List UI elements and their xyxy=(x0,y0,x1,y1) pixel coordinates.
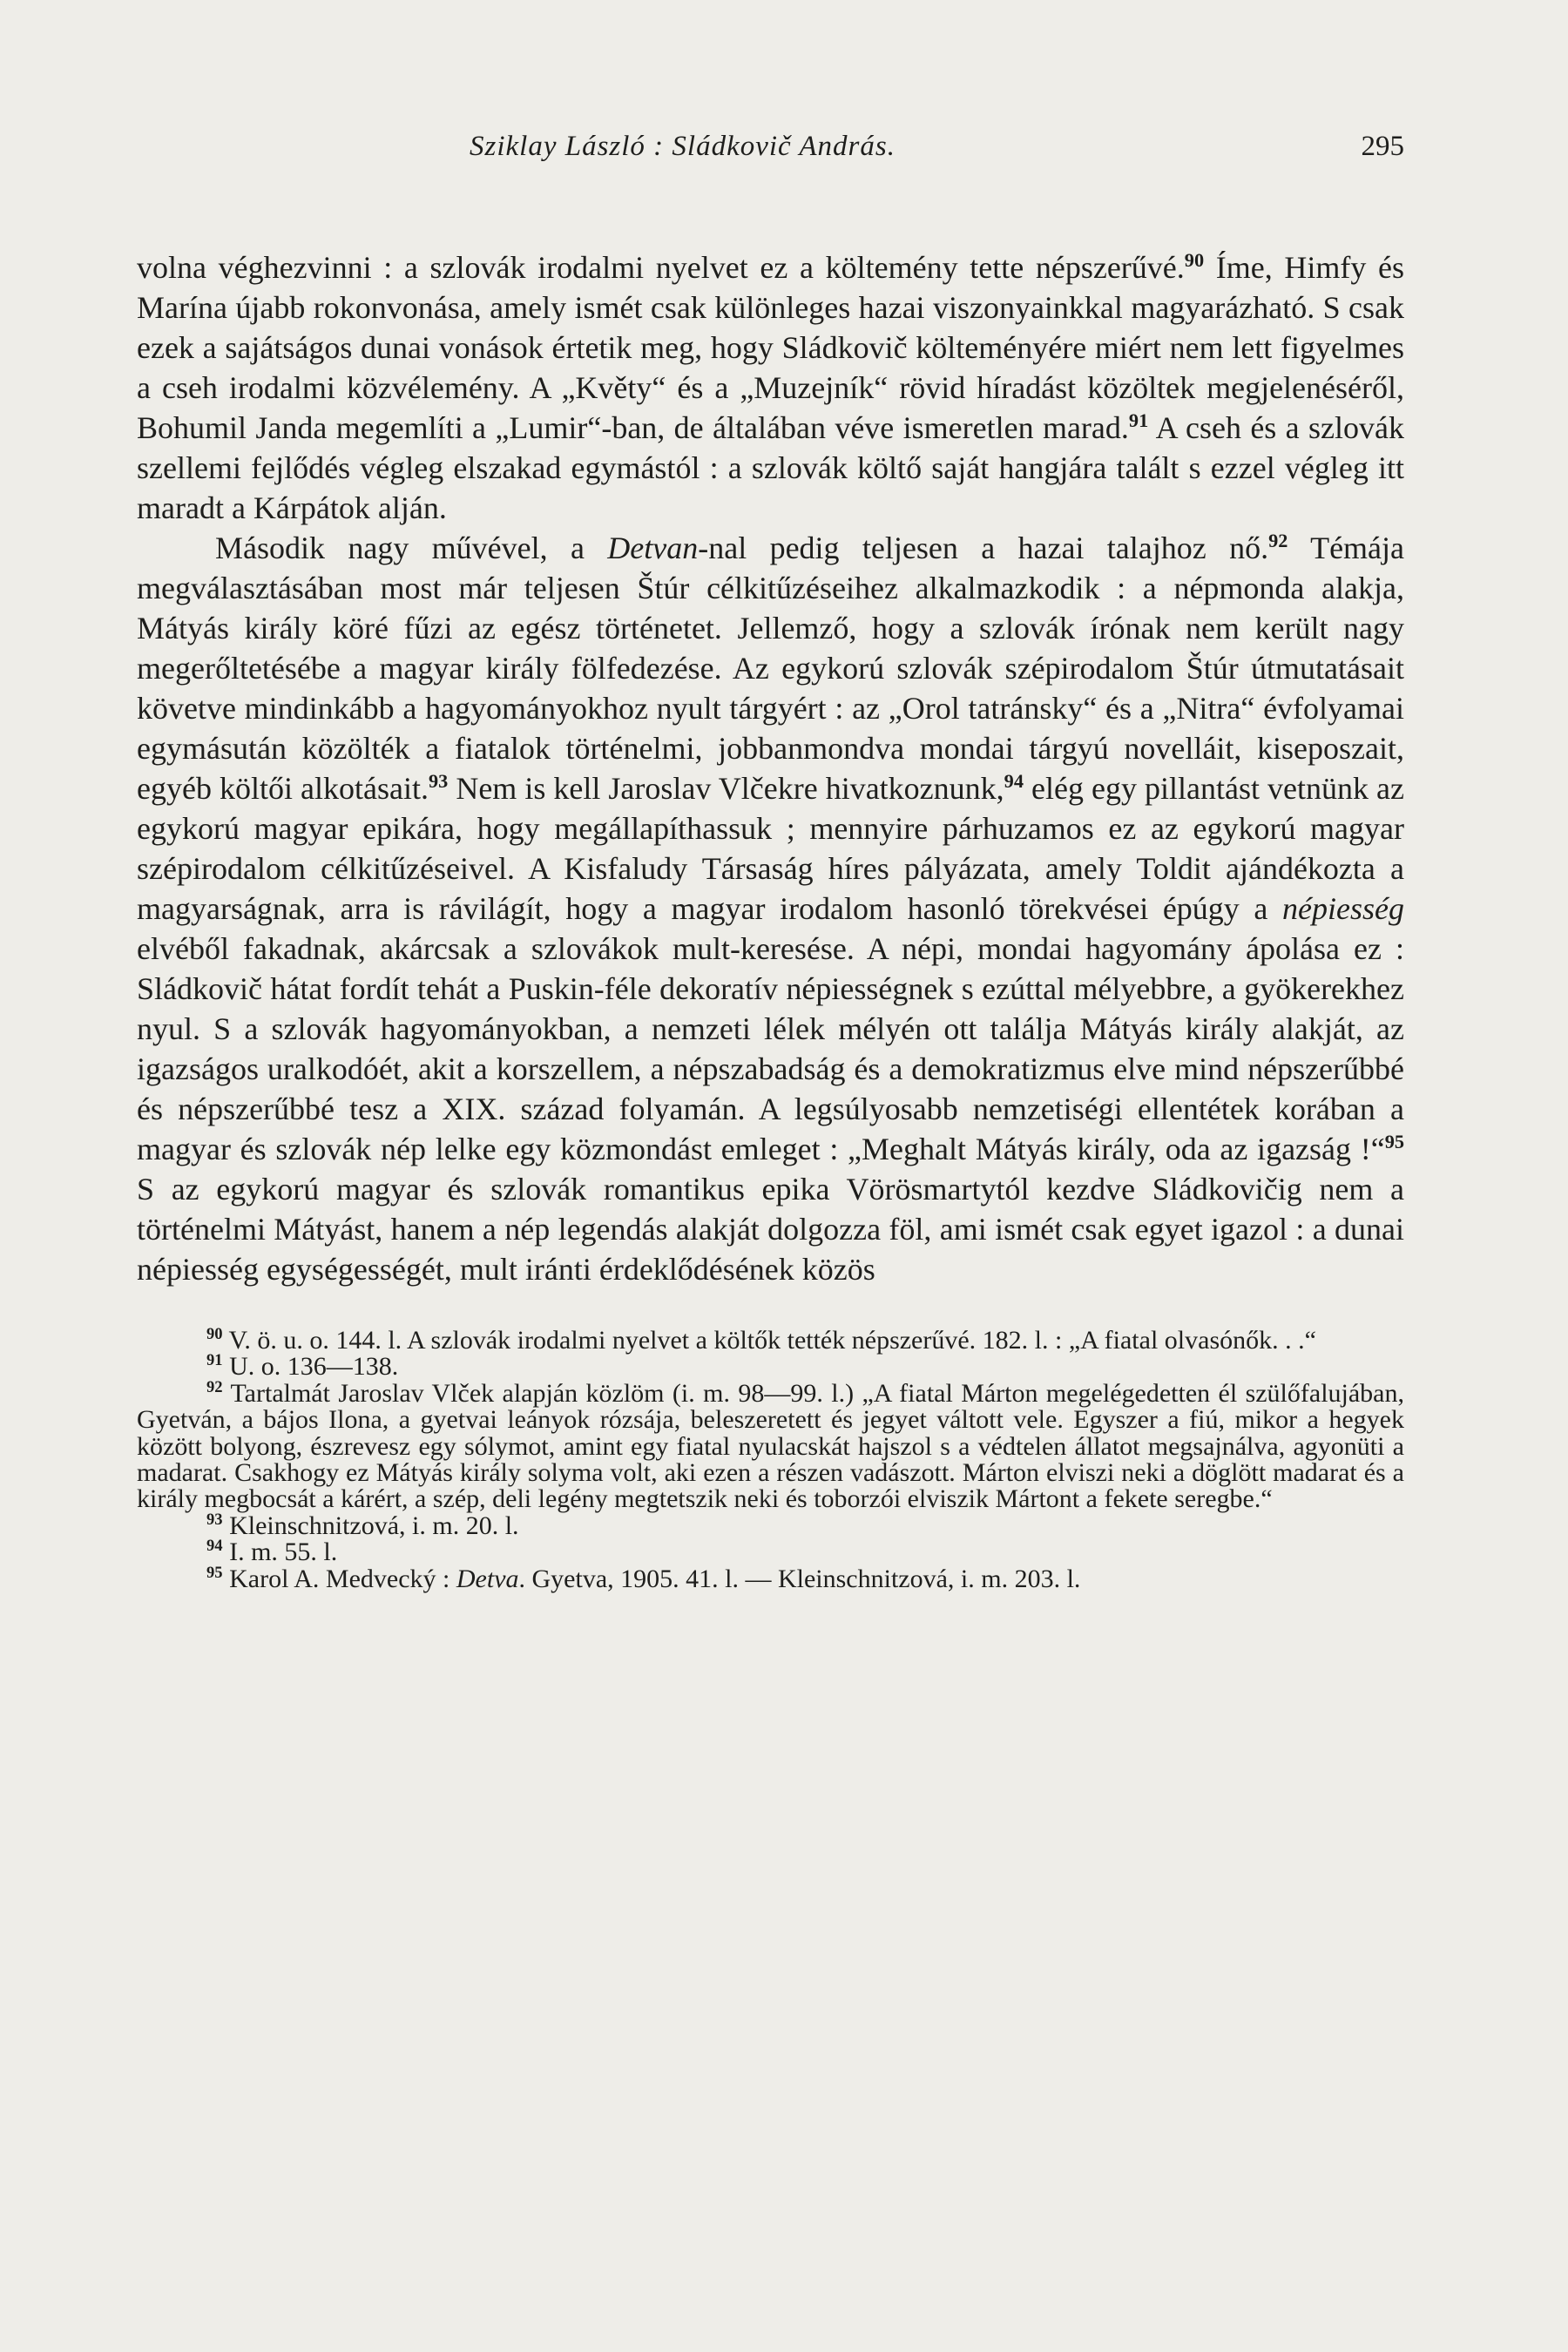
running-title: Sziklay László : Sládkovič András. xyxy=(470,131,896,162)
footnote-95-number: 95 xyxy=(206,1563,223,1582)
paragraph-1-text-2: Íme, Himfy és Marína újabb rokonvonása, amely ismét csak különleges hazai viszonyainkkal magyarázható. S csak ezek a sajátságos dunai vonások értetik meg, hogy Sládkovič költeményére miért nem lett figyelmes a cseh irodalmi közvélemény. A „Květy“ és a „Muzejník“ rövid híradást közöltek megjelenéséről, Bohumil Janda megemlíti a „Lumir“-ban, de általában véve ismeretlen marad. xyxy=(137,250,1404,445)
footnote-91-text: U. o. 136—138. xyxy=(222,1352,399,1382)
running-head xyxy=(137,122,1404,174)
paragraph-2-italic-nepiesseg: népiesség xyxy=(1282,891,1404,926)
paragraph-2-text-3: Témája megválasztásában most már teljesen Štúr célkitűzéseihez alkalmazkodik : a népmonda alakja, Mátyás király köré fűzi az egész történetet. Jellemző, hogy a szlovák írónak nem került nagy megerőltetésébe a magyar király fölfedezése. Az egykorú szlovák szépirodalom Štúr útmutatásait követve mindinkább a hagyományokhoz nyult tárgyért : az „Orol tatránsky“ és a „Nitra“ évfolyamai egymásután közölték a fiatalok történelmi, jobbanmondva mondai tárgyú novelláit, kiseposzait, egyéb költői alkotásait. xyxy=(137,531,1404,806)
footnote-92-text: Tartalmát Jaroslav Vlček alapján közlöm (i. m. 98—99. l.) „A fiatal Márton megelégedetten él szülőfalujában, Gyetván, a bájos Ilona, a gyetvai leányok rózsája, beleszeretett és jegyet váltott vele. Egyszer a fiú, mikor a hegyek között bolyong, észrevesz egy sólymot, amint egy fiatal nyulacskát hajszol s a védtelen állatot megsajnálva, agyonüti a madarat. Csakhogy ez Mátyás király solyma volt, aki ezen a részen vadászott. Márton elviszi neki a döglött madarat és a király megbocsát a kárért, a szép, deli legény megtetszik neki és toborzói elviszik Mártont a fekete seregbe.“ xyxy=(137,1378,1404,1514)
footnote-95-italic-detva: Detva xyxy=(456,1564,519,1593)
footnote-91 xyxy=(137,1351,1404,1382)
footnote-ref-94: 94 xyxy=(1004,770,1024,792)
footnote-95 xyxy=(137,1563,1404,1593)
paragraph-2-text-1: Második nagy művével, a xyxy=(215,531,608,565)
footnote-ref-95: 95 xyxy=(1384,1131,1404,1152)
footnote-ref-93: 93 xyxy=(428,770,449,792)
paragraph-2 xyxy=(137,528,1404,1289)
paragraph-2-text-4: Nem is kell Jaroslav Vlčekre hivatkoznunk, xyxy=(448,771,1004,806)
footnote-94-text: I. m. 55. l. xyxy=(222,1538,338,1567)
footnote-93 xyxy=(137,1510,1404,1540)
paragraph-2-text-6: elvéből fakadnak, akárcsak a szlovákok mult-keresése. A népi, mondai hagyomány ápolása ez : Sládkovič hátat fordít tehát a Puskin-féle dekoratív népiességnek s ezúttal mélyebbre, a gyökerekhez nyul. S a szlovák hagyományokban, a nemzeti lélek mélyén ott találja Mátyás király alakját, az igazságos uralkodóét, akit a korszellem, a népszabadság és a demokratizmus elve mind népszerűbbé és népszerűbbé tesz a XIX. század folyamán. A legsúlyosabb nemzetiségi ellentétek korában a magyar és szlovák nép lelke egy közmondást emleget : „Meghalt Mátyás király, oda az igazság !“ xyxy=(137,931,1404,1166)
footnote-91-number: 91 xyxy=(206,1351,223,1370)
footnote-94-number: 94 xyxy=(206,1537,223,1556)
paragraph-1 xyxy=(137,247,1404,528)
paragraph-1-text-3: A cseh és a szlovák szellemi fejlődés végleg elszakad egymástól : a szlovák költő saját hangjára talált s ezzel végleg itt maradt a Kárpátok alján. xyxy=(137,410,1404,525)
paragraph-1-text-1: volna véghezvinni : a szlovák irodalmi nyelvet ez a költemény tette népszerűvé. xyxy=(137,250,1185,285)
paragraph-2-text-7: S az egykorú magyar és szlovák romantikus epika Vörösmartytól kezdve Sládkovičig nem a történelmi Mátyást, hanem a nép legendás alakját dolgozza föl, ami ismét csak egyet igazol : a dunai népiesség egységességét, mult iránti érdeklődésének közös xyxy=(137,1172,1404,1287)
footnote-93-text: Kleinschnitzová, i. m. 20. l. xyxy=(222,1511,519,1540)
footnotes xyxy=(137,1325,1404,1593)
footnote-90-text: V. ö. u. o. 144. l. A szlovák irodalmi nyelvet a költők tették népszerűvé. 182. l. : „A fiatal olvasónők. . .“ xyxy=(222,1326,1316,1355)
footnote-94 xyxy=(137,1539,1404,1565)
page-number: 295 xyxy=(1361,131,1404,162)
footnote-ref-92: 92 xyxy=(1268,530,1288,551)
footnote-90 xyxy=(137,1325,1404,1355)
footnote-95-text-1: Karol A. Medvecký : xyxy=(222,1564,456,1593)
paragraph-2-text-2: -nal pedig teljesen a hazai talajhoz nő. xyxy=(698,531,1269,565)
footnote-92 xyxy=(137,1377,1404,1514)
footnote-93-number: 93 xyxy=(206,1510,223,1529)
footnote-92-number: 92 xyxy=(206,1377,223,1396)
footnote-95-text-2: . Gyetva, 1905. 41. l. — Kleinschnitzová, i. m. 203. l. xyxy=(518,1564,1081,1593)
paragraph-2-text-5: elég egy pillantást vetnünk az egykorú magyar epikára, hogy megállapíthassuk ; mennyire párhuzamos ez az egykorú magyar szépirodalom célkitűzéseivel. A Kisfaludy Társaság híres pályázata, amely Toldit ajándékozta a magyarságnak, arra is rávilágít, hogy a magyar irodalom hasonló törekvései épúgy a xyxy=(137,771,1404,926)
paragraph-2-italic-detvan: Detvan xyxy=(607,531,699,565)
footnote-ref-90: 90 xyxy=(1184,249,1205,271)
body-text xyxy=(137,247,1404,1289)
footnote-90-number: 90 xyxy=(206,1325,223,1343)
book-page xyxy=(137,122,1404,2265)
footnote-ref-91: 91 xyxy=(1128,409,1149,431)
